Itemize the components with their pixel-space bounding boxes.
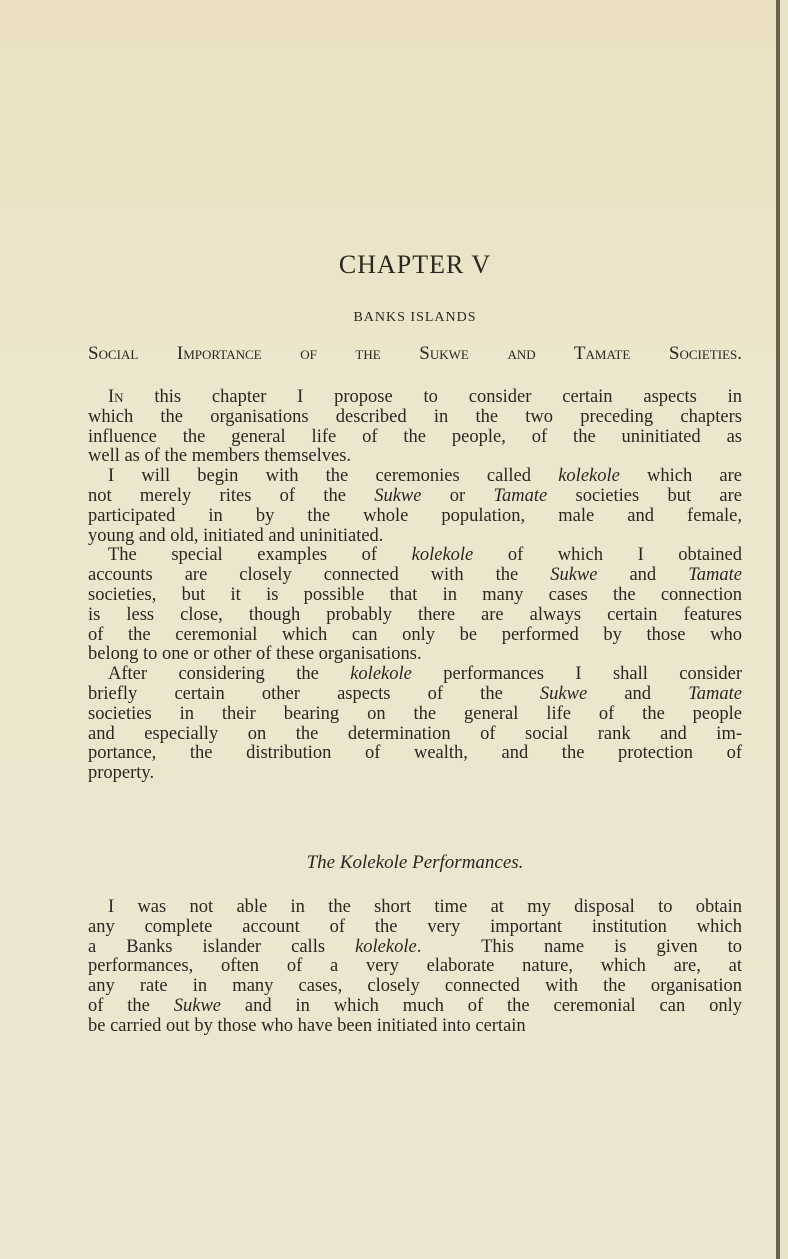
text-line: [88, 546, 742, 566]
text-line: [88, 586, 742, 606]
text-line: [88, 725, 742, 745]
text-segment: of which I obtained: [473, 545, 742, 566]
text-segment: societies, but it is possible that in many cases the connection: [88, 584, 742, 605]
text-segment: and: [587, 683, 689, 704]
text-segment: of the: [88, 995, 174, 1016]
text-line: [88, 744, 742, 764]
text-line: [88, 606, 742, 626]
text-line: [88, 487, 742, 507]
text-segment: influence the general life of the people, of the uninitiated as: [88, 426, 742, 447]
text-line: [88, 705, 742, 725]
text-line: [88, 685, 742, 705]
body-text-bottom: [88, 898, 742, 1037]
text-segment: property.: [88, 763, 155, 784]
text-line: [88, 645, 742, 665]
text-line: [88, 527, 742, 547]
text-line: [88, 665, 742, 685]
text-line: [88, 977, 742, 997]
italic-term: kolekole: [350, 664, 412, 685]
italic-term: Sukwe: [539, 683, 588, 704]
text-segment: any rate in many cases, closely connected with the organisation: [88, 976, 742, 997]
text-line: [88, 467, 742, 487]
chapter-subtitle: BANKS ISLANDS: [353, 310, 477, 325]
text-line: [88, 898, 742, 918]
text-segment: is less close, though probably there are always certain features: [88, 604, 742, 625]
text-segment: I was not able in the short time at my disposal to obtain: [108, 897, 742, 917]
text-segment: portance, the distribution of wealth, and the protection of: [88, 743, 742, 764]
text-line: [88, 566, 742, 586]
italic-term: Sukwe: [550, 565, 598, 586]
text-segment: any complete account of the very important institution which: [88, 916, 742, 937]
text-line: [88, 957, 742, 977]
text-segment: performances, often of a very elaborate nature, which are, at: [88, 956, 742, 977]
text-segment: young and old, initiated and uninitiated.: [88, 525, 384, 546]
text-segment: After considering the: [108, 664, 351, 685]
text-line: [88, 428, 742, 448]
text-segment: societies but are: [547, 485, 742, 506]
italic-term: kolekole: [558, 466, 620, 487]
section-heading: Social Importance of the Sukwe and Tamate Societies.: [88, 343, 742, 364]
text-segment: a Banks islander calls: [88, 936, 356, 957]
text-segment: performances I shall consider: [411, 664, 742, 685]
text-segment: and: [597, 565, 689, 586]
italic-term: kolekole: [411, 545, 474, 566]
text-segment: briefly certain other aspects of the: [88, 683, 540, 704]
text-segment: or: [421, 485, 494, 506]
text-segment: belong to one or other of these organisations.: [88, 644, 422, 665]
text-segment: well as of the members themselves.: [88, 446, 352, 467]
text-segment: of the ceremonial which can only be performed by those who: [88, 624, 742, 645]
text-segment: which are: [619, 466, 743, 487]
text-segment: this chapter I propose to consider certain aspects in: [123, 387, 742, 407]
text-segment: . This name is given to: [416, 936, 742, 957]
text-line: [88, 408, 742, 428]
text-line: [88, 1017, 742, 1037]
italic-term: Sukwe: [173, 995, 222, 1016]
text-line: [88, 447, 742, 467]
text-segment: In: [108, 387, 124, 407]
text-segment: not merely rites of the: [88, 485, 375, 506]
italic-term: kolekole: [355, 936, 417, 957]
text-segment: be carried out by those who have been initiated into certain: [88, 1015, 526, 1036]
text-segment: and especially on the determination of social rank and im-: [88, 723, 742, 744]
italic-term: Tamate: [493, 485, 548, 506]
text-segment: societies in their bearing on the general life of the people: [88, 703, 742, 724]
text-segment: which the organisations described in the two preceding chapters: [88, 406, 742, 427]
text-line: [88, 997, 742, 1017]
subheading: The Kolekole Performances.: [306, 852, 524, 873]
chapter-title: CHAPTER V: [338, 250, 492, 279]
text-line: [88, 626, 742, 646]
page-margin: [780, 0, 788, 1259]
text-line: [88, 918, 742, 938]
body-text-top: [88, 388, 742, 784]
text-line: [88, 938, 742, 958]
text-line: [88, 388, 742, 408]
italic-term: Tamate: [688, 565, 742, 586]
text-segment: The special examples of: [108, 545, 412, 566]
text-segment: participated in by the whole population, male and female,: [88, 505, 742, 526]
text-segment: accounts are closely connected with the: [88, 565, 551, 586]
italic-term: Sukwe: [374, 485, 422, 506]
text-line: [88, 764, 742, 784]
text-segment: and in which much of the ceremonial can only: [221, 995, 742, 1016]
italic-term: Tamate: [688, 683, 742, 704]
text-segment: I will begin with the ceremonies called: [108, 466, 559, 487]
text-line: [88, 507, 742, 527]
